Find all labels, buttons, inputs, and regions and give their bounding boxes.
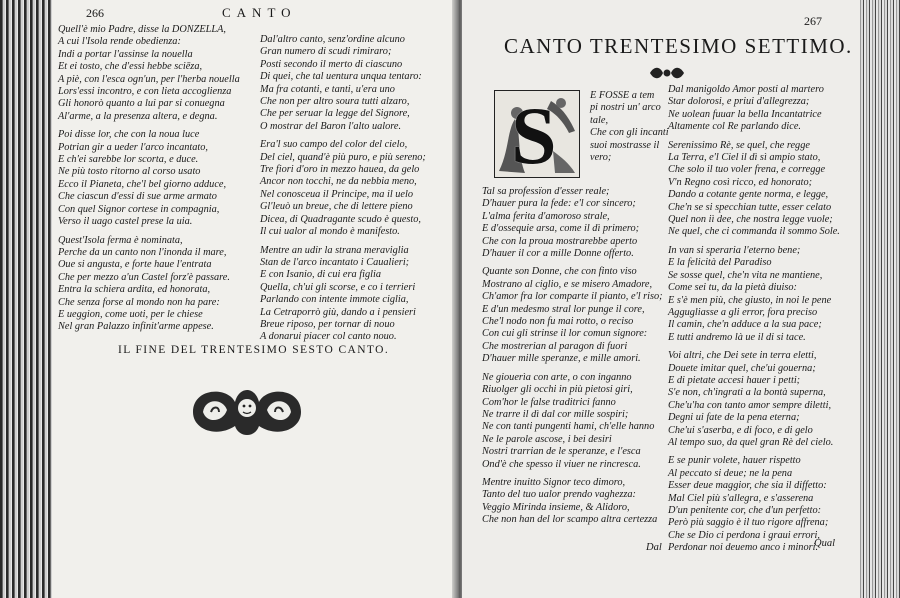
- verse-line: In van si speraria l'eterno bene;: [668, 244, 801, 256]
- verse-line: Ne quel, che ci commanda il sommo Sole.: [668, 226, 840, 238]
- verse-line: A cui l'Isola rende obedienza:: [58, 36, 181, 48]
- verse-line: Mal Ciel più s'allegra, e s'asserena: [668, 492, 814, 504]
- verse-line: Parlando con intente immote ciglia,: [260, 294, 409, 306]
- verse-line: D'un penitente cor, che d'un perfetto:: [668, 505, 822, 516]
- verse-line: Che non han del lor scampo altra certezza: [482, 514, 658, 526]
- verse-line: Ma fra cotanti, e tanti, u'era uno: [260, 83, 395, 95]
- verse-line: vero;: [590, 152, 612, 164]
- verse-line: Mentre inuitto Signor teco dimoro,: [482, 476, 626, 488]
- verse-line: Veggio Mirinda insieme, & Alidoro,: [482, 501, 630, 513]
- stanza: [58, 235, 240, 334]
- verse-line: Che ciascun d'essi di sue arme armato: [58, 191, 217, 203]
- verse-line: Gl'leuò un breue, che di lettere pieno: [260, 201, 413, 213]
- verse-line: E FOSSE a tem: [590, 90, 655, 101]
- stanza: [668, 84, 840, 134]
- verse-line: Breue riposo, per tornar di nouo: [260, 318, 395, 330]
- verse-line: Douete imitar quel, che'ui gouerna;: [668, 362, 816, 374]
- verse-line: Al tempo suo, da quel gran Rè del cielo.: [668, 436, 834, 448]
- stanza: [482, 372, 663, 471]
- catchword: Dal: [646, 542, 662, 553]
- verse-line: Che solo il tuo voler frena, e corregge: [668, 164, 826, 176]
- verse-line: E d'ossequie arsa, come il dì primero;: [482, 223, 640, 235]
- verse-line: Con quel Signor cortese in compagnia,: [58, 203, 220, 215]
- verse-line: Che'n se si specchian tutte, esser celato: [668, 201, 832, 213]
- page-number: 267: [804, 14, 822, 28]
- verse-line: Mostrano al ciglio, e se misero Amadore,: [482, 278, 653, 290]
- verse-line: Che senza forse al mondo non ha pare:: [58, 296, 220, 308]
- verse-line: Quest'Isola ferma è nominata,: [58, 234, 183, 246]
- verse-line: Ne le parole ascose, i bei desiri: [482, 433, 612, 445]
- catchword: Qual: [814, 538, 835, 549]
- verse-line: Con cui gli strinse il lor comun signore:: [482, 328, 648, 340]
- verse-line: Ne con tanti pungenti hami, ch'elle hanno: [482, 421, 655, 433]
- verse-line: Quante son Donne, che con finto viso: [482, 266, 637, 278]
- verse-line: Altamente col Re parlando dice.: [668, 121, 801, 133]
- decorated-initial: [494, 90, 580, 181]
- verse-line: Ne trarre il dì dal cor mille sospiri;: [482, 408, 629, 420]
- verse-line: Perche da un canto non l'inonda il mare,: [58, 246, 227, 258]
- stanza: [668, 245, 840, 344]
- verse-line: Ond'è che spesso il viuer ne rincresca.: [482, 458, 641, 470]
- verse-line: S'e non, ch'ingrati a la bontà superna,: [668, 387, 826, 399]
- left-column-1: [58, 24, 240, 340]
- verse-line: Che'u'ha con tanto amor sempre diletti,: [668, 399, 832, 411]
- verse-line: tale,: [590, 114, 609, 126]
- dropcap-letter: S: [511, 90, 557, 181]
- stanza: [668, 140, 840, 239]
- verse-line: Di quei, che tal uentura unqua tentaro:: [260, 71, 422, 83]
- verse-line: Che mostrerian al paragon di fuori: [482, 340, 628, 352]
- verse-line: Dal manigoldo Amor posti al martero: [668, 84, 824, 95]
- verse-line: Verso il uago castel prese la uia.: [58, 216, 193, 228]
- verse-line: Dicea, di Quadragante scudo è questo,: [260, 213, 422, 225]
- canto-title: CANTO TRENTESIMO SETTIMO.: [504, 34, 853, 58]
- verse-line: Oue si angusta, e forte haue l'entrata: [58, 259, 212, 271]
- verse-line: Ecco il Pianeta, che'l bel giorno adduce,: [58, 178, 227, 190]
- verse-line: Se sosse quel, che'n vita ne mantiene,: [668, 269, 823, 281]
- verse-line: Che non per altro sourа tutti alzaro,: [260, 96, 410, 108]
- verse-line: O mostrar del Baron l'alto ualore.: [260, 120, 402, 132]
- verse-line: Che se Dio ci perdona i graui errori,: [668, 529, 820, 541]
- stanza: [58, 129, 240, 228]
- verse-line: La Cetraporrò giù, dando a i pensieri: [260, 306, 416, 318]
- right-column-1: [482, 186, 663, 533]
- verse-line: L'almа ferita d'amoroso strale,: [482, 210, 610, 222]
- verse-line: Esser deue maggior, che sia il diffetto:: [668, 480, 827, 492]
- verse-line: Tanto del tuo ualor prendo vaghezza:: [482, 489, 636, 501]
- verse-line: Che con gli incanti: [590, 127, 669, 139]
- right-column-2: [668, 84, 840, 561]
- verse-line: Quella, ch'ui gli scorse, e co i terrieri: [260, 281, 416, 293]
- verse-line: Aggugliasse a gli error, fora preciso: [668, 306, 818, 318]
- verse-line: Serenissimo Rè, se quel, che regge: [668, 139, 810, 151]
- right-page-edges: [858, 0, 900, 598]
- verse-line: D'hauer mille speranze, e mille amori.: [482, 353, 641, 365]
- verse-line: Come sei tu, da la pietà diuiso:: [668, 282, 797, 294]
- verse-line: Ancor non tocchi, ne da nebbia meno,: [260, 176, 417, 188]
- verse-line: D'hauer il cor a mille Donne offerto.: [482, 248, 634, 260]
- stanza: [482, 186, 663, 260]
- stanza: [482, 266, 663, 365]
- verse-line: Che per mezzo a'un Castel forz'è passare.: [58, 271, 230, 283]
- stanza: [668, 350, 840, 449]
- verse-line: D'hauer pura la fede: e'l cor sincero;: [482, 198, 636, 210]
- verse-line: Tre fiori d'oro in mezzo haueа, da gelo: [260, 164, 420, 176]
- verse-line: La Terra, e'l Ciel il dì sì ampio stato,: [668, 152, 821, 164]
- verse-line: Poi disse lor, che con la noua luce: [58, 129, 200, 141]
- verse-line: Che con la proua mostrarebbe aperto: [482, 235, 638, 247]
- verse-line: pi nostri un' arco: [590, 102, 661, 114]
- verse-line: A donarui piacer col canto nouo.: [260, 331, 397, 343]
- verse-line: Nel gran Palazzo infinit'arme appese.: [58, 321, 214, 333]
- verse-line: E ueggion, come uoti, per le chiese: [58, 308, 203, 320]
- verse-line: Entra la schiera ardita, ed honorata,: [58, 284, 211, 296]
- verse-line: Il cui ualor al mondo è manifesto.: [260, 226, 400, 238]
- right-page: [462, 0, 860, 598]
- verse-line: Che'ui s'aserba, e di foco, e di gelo: [668, 424, 813, 436]
- ornament-tailpiece: [187, 378, 307, 442]
- stanza: [260, 139, 426, 238]
- verse-line: Lors'essi incontro, e con lieta accoglienza: [58, 86, 232, 98]
- verse-line: Mentre an udir la strana meraviglia: [260, 244, 409, 256]
- verse-line: Che'l nodo non fu mai rotto, o reciso: [482, 316, 634, 328]
- verse-line: Dal'altro canto, senz'ordine alcuno: [260, 34, 405, 45]
- stanza: [260, 245, 426, 344]
- verse-line: Nel conosceua il Principe, ma il uelo: [260, 188, 413, 200]
- left-page: [52, 0, 456, 598]
- ornament-headpiece: [648, 64, 686, 82]
- verse-line: E con Isanio, di cui era figlia: [260, 269, 381, 281]
- verse-line: Dando a cotante gente norma, e legge,: [668, 189, 829, 201]
- verse-line: Era'l suo campo del color del cielo,: [260, 139, 408, 151]
- page-number: 266: [86, 6, 104, 20]
- verse-line: Gli honorò quanto a lui par si conuegna: [58, 98, 225, 110]
- verse-line: Voi altri, che Dei sete in terra eletti,: [668, 350, 817, 362]
- verse-line: Ne giouerìa con arte, o con inganno: [482, 371, 632, 383]
- right-column-1-intro: [590, 90, 669, 164]
- verse-line: E ch'ei sarebbe lor scorta, e duce.: [58, 154, 199, 166]
- verse-line: Il camin, che'n adduce a la sua pace;: [668, 319, 822, 331]
- verse-line: Al peccato si deue; ne la pena: [668, 467, 793, 479]
- verse-line: A piè, con l'esca ogn'un, per l'herba nouella: [58, 73, 240, 85]
- verse-line: E la felicità del Paradiso: [668, 257, 772, 269]
- verse-line: E se punir volete, hauer rispetto: [668, 455, 801, 467]
- verse-line: Stan de l'arco incantato i Caualieri;: [260, 256, 410, 268]
- verse-line: Ne più tosto ritorno al corso usato: [58, 166, 201, 178]
- verse-line: Ne uolean fuuar la bella Incantatrice: [668, 108, 822, 120]
- verse-line: Quel non iì dee, che nostra legge vuole;: [668, 214, 833, 226]
- verse-line: Quell'è mio Padre, disse la DONZELLA,: [58, 24, 226, 35]
- verse-line: Del ciel, quand'è più puro, e più sereno;: [260, 151, 426, 163]
- verse-line: Potrian gir a ueder l'arco incantato,: [58, 141, 208, 153]
- verse-line: E d'un medesmo stral lor punge il core,: [482, 303, 645, 315]
- verse-line: Com'hor le false traditrici fanno: [482, 396, 616, 408]
- verse-line: Tal sa professïon d'esser reale;: [482, 186, 610, 197]
- verse-line: E s'è men più, che giusto, in noi le pene: [668, 294, 832, 306]
- verse-line: Degni ui fate de la pena eterna;: [668, 412, 800, 424]
- verse-line: Però più saggio è il tuo rigore affrena;: [668, 517, 829, 529]
- verse-line: suoi mostrasse il: [590, 139, 660, 151]
- verse-line: Perdonar noi deuemo anco i minori.: [668, 542, 819, 554]
- verse-line: Star dolorosi, e priui d'allegrezza;: [668, 96, 810, 108]
- verse-line: Indi a portar l'assinse la nouella: [58, 48, 193, 60]
- left-page-edges: [0, 0, 52, 598]
- verse-line: Riuolger gli occhi in più pietosi giri,: [482, 384, 633, 396]
- verse-line: Ch'amor fra lor comparte il pianto, e'l riso;: [482, 291, 663, 303]
- verse-line: Che per seruar la legge del Signore,: [260, 108, 410, 120]
- stanza: [482, 477, 663, 527]
- verse-line: Posti secondo il merto di ciascuno: [260, 58, 403, 70]
- verse-line: Et ei tosto, che d'essi hebbe sciēza,: [58, 61, 203, 73]
- verse-line: Nostri trarrian de le speranze, e l'esca: [482, 446, 641, 458]
- running-head: CANTO: [222, 5, 297, 20]
- verse-line: Al'arme, a la presenza altera, e degna.: [58, 110, 218, 122]
- verse-line: E di pietate accesi hauer i petti;: [668, 374, 801, 386]
- left-column-2: [260, 34, 426, 350]
- stanza: [58, 24, 240, 123]
- verse-line: E tutti andremo là ue il di si tace.: [668, 331, 806, 343]
- canto-end-text: IL FINE DEL TRENTESIMO SESTO CANTO.: [118, 344, 390, 356]
- stanza: [260, 34, 426, 133]
- verse-line: V'n Regno così ricco, ed honorato;: [668, 176, 813, 188]
- verse-line: Gran numero di scudi rimiraro;: [260, 46, 392, 58]
